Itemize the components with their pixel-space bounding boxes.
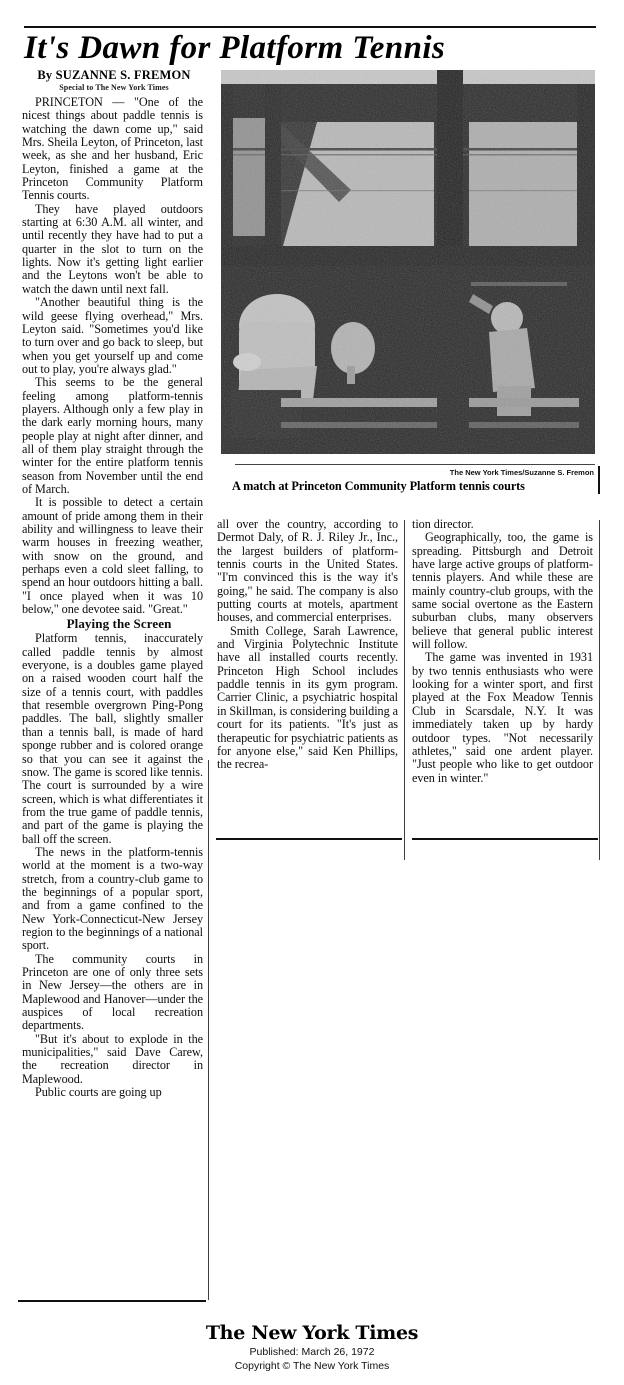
paragraph: all over the country, according to Dermot Daly, of R. J. Riley Jr., Inc., the largest builders of platform-tennis courts in the United States. "I'm convinced this is the way it's going," he said. The company is also putting courts at motels, apartment houses, and commercial enterprises. — [217, 517, 398, 625]
page-footer — [0, 1322, 624, 1373]
column-end-rule — [18, 1300, 206, 1302]
paragraph: Platform tennis, inaccurately called paddle tennis by almost everyone, is a doubles game played on a raised wooden court half the size of a tennis court, with paddles that resemble overgrown Ping-Pong paddles. The ball, slightly smaller than a tennis ball, is made of hard sponge rubber and is colored orange so that you can see it against the snow. The game is scored like tennis. The court is surrounded by a wire screen, which is what differentiates it from the true game of paddle tennis, and part of the game is playing the ball off the screen. — [22, 631, 203, 846]
paragraph: This seems to be the general feeling among platform-tennis players. Although only a few play in the dark early morning hours, many people play at night after dinner, and all of them play straight through the winter for the entire platform tennis season from November until the end of March. — [22, 375, 203, 496]
column-divider — [404, 520, 405, 860]
photo-graphic — [221, 70, 595, 454]
column-end-rule — [216, 838, 402, 840]
column-divider — [208, 760, 209, 1300]
paragraph: Smith College, Sarah Lawrence, and Virginia Polytechnic Institute have all installed courts recently. Princeton High School includes paddle tennis in its gym program. Carrier Clinic, a psychiatric hospital in Skillman, is considering building a court for its patients. "It's just as therapeutic for psychiatric patients as for anyone else," said Ken Phillips, the recrea- — [217, 623, 398, 772]
photo-caption: A match at Princeton Community Platform tennis courts — [232, 479, 525, 493]
paragraph: The news in the platform-tennis world at the moment is a two-way stretch, from a country-club game to the beginnings of a popular sport, and from a game confined to the New York-Connecticut-New Jersey region to the beginnings of a national sport. — [22, 844, 203, 953]
paragraph: Public courts are going up — [35, 1085, 162, 1100]
paragraph: Geographically, too, the game is spreading. Pittsburgh and Detroit have large active groups of platform-tennis players. And while these are mainly country-club groups, with the same social overtone as the Eastern suburban clubs, many observers believe that general public interest will follow. — [412, 530, 593, 652]
article-column-1 — [22, 96, 203, 1099]
article-column-3 — [412, 518, 593, 785]
copyright-notice: Copyright © The New York Times — [234, 1360, 390, 1372]
paragraph: The community courts in Princeton are one of only three sets in New Jersey—the others are in Maplewood and Hanover—under the auspices of local recreation departments. — [22, 951, 203, 1033]
paragraph: tion director. — [412, 517, 474, 531]
paragraph: "But it's about to explode in the municipalities," said Dave Carew, the recreation director in Maplewood. — [22, 1031, 203, 1086]
section-subhead: Playing the Screen — [66, 616, 172, 632]
paragraph: The game was invented in 1931 by two tennis enthusiasts who were looking for a winter sport, and first played at the Fox Meadow Tennis Club in Scarsdale, N.Y. It was immediately taken up by hardy outdoor types. "Not necessarily athletes," said one ardent player. "Just people who like to get outdoor even in winter." — [412, 650, 593, 785]
published-date: Published: March 26, 1972 — [249, 1346, 375, 1358]
platform-tennis-match-photo — [221, 70, 595, 454]
column-end-rule — [412, 838, 598, 840]
photo-credit: The New York Times/Suzanne S. Fremon — [449, 468, 594, 477]
paragraph: "Another beautiful thing is the wild geese flying overhead," Mrs. Leyton said. "Sometimes you'd like to turn over and go back to sleep, but when you get yourself up and come out to play, you're always glad." — [22, 295, 203, 376]
byline-author: By SUZANNE S. FREMON — [37, 68, 191, 82]
page-title: It's Dawn for Platform Tennis — [24, 30, 446, 66]
column-divider — [599, 520, 600, 860]
nyt-masthead-logo: The New York Times — [205, 1322, 419, 1344]
article-column-2 — [217, 518, 398, 772]
caption-top-rule — [235, 464, 595, 465]
paragraph: PRINCETON — "One of the nicest things about paddle tennis is watching the dawn come up," said Mrs. Sheila Leyton, of Princeton, last week, as she and her husband, Eric Leyton, finished a game at the Princeton Community Platform Tennis courts. — [22, 95, 203, 203]
byline-source: Special to The New York Times — [59, 83, 169, 92]
paragraph: They have played outdoors starting at 6:30 A.M. all winter, and until recently they have had to put a quarter in the slot to turn on the lights. Now it's getting light earlier and the Leytons won't be able to watch the dawn until next fall. — [22, 201, 203, 296]
byline — [22, 68, 206, 93]
caption-end-bar — [598, 466, 600, 494]
paragraph: It is possible to detect a certain amount of pride among them in their ability and willingness to leave their warm houses in freezing weather, with snow on the ground, and perhaps even a cold sleet falling, to spend an hour outdoors hitting a ball. "I once played when it was 10 below," one devotee said. "Great." — [22, 495, 203, 617]
